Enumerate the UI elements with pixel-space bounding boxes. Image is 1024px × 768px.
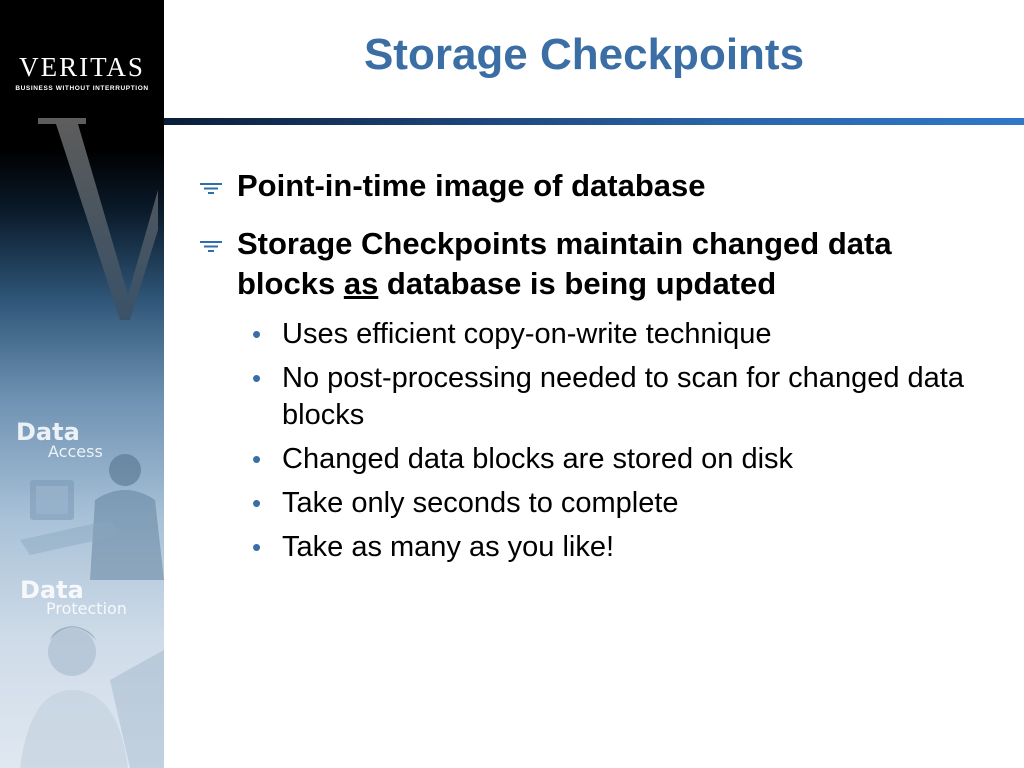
sidebar-label-access: Access xyxy=(48,442,103,461)
bullet-text: Point-in-time image of database xyxy=(237,168,706,203)
dot-bullet-icon: • xyxy=(252,444,262,474)
funnel-bullet-icon xyxy=(200,180,222,196)
veritas-logo: VERITAS xyxy=(19,52,145,82)
logo-tagline: BUSINESS WITHOUT INTERRUPTION xyxy=(15,85,149,92)
person-at-computer-photo xyxy=(0,440,164,580)
branding-sidebar xyxy=(0,0,164,768)
dot-bullet-icon: • xyxy=(252,363,262,393)
sub-bullet-item xyxy=(196,485,996,522)
dot-bullet-icon: • xyxy=(252,319,262,349)
sub-bullet-text: Changed data blocks are stored on disk xyxy=(282,443,794,475)
sidebar-label-protection: Protection xyxy=(46,599,127,618)
sub-bullet-item xyxy=(196,360,996,434)
sub-bullet-text: Take only seconds to complete xyxy=(282,487,679,519)
sub-bullet-text: No post-processing needed to scan for changed data blocks xyxy=(282,362,964,431)
sub-bullet-text: Uses efficient copy-on-write technique xyxy=(282,318,772,350)
bullet-text-part: Storage Checkpoints maintain changed data blocks xyxy=(237,226,892,301)
smiling-person-photo xyxy=(0,610,164,768)
sub-bullet-list xyxy=(196,316,996,566)
funnel-bullet-icon xyxy=(200,238,222,254)
sub-bullet-item xyxy=(196,441,996,478)
bullet-text-part: database is being updated xyxy=(378,266,777,301)
large-v-watermark-icon xyxy=(30,110,160,330)
dot-bullet-icon: • xyxy=(252,532,262,562)
bullet-item xyxy=(196,166,996,206)
bullet-underlined-word: as xyxy=(343,266,379,301)
dot-bullet-icon: • xyxy=(252,488,262,518)
title-divider xyxy=(164,118,1024,125)
sidebar-label-data: Data xyxy=(20,576,84,604)
slide-content xyxy=(196,166,996,573)
sidebar-label-data: Data xyxy=(16,418,80,446)
sub-bullet-item xyxy=(196,529,996,566)
sub-bullet-text: Take as many as you like! xyxy=(282,531,615,563)
bullet-item xyxy=(196,224,996,304)
slide-title: Storage Checkpoints xyxy=(363,30,805,79)
sub-bullet-item xyxy=(196,316,996,353)
